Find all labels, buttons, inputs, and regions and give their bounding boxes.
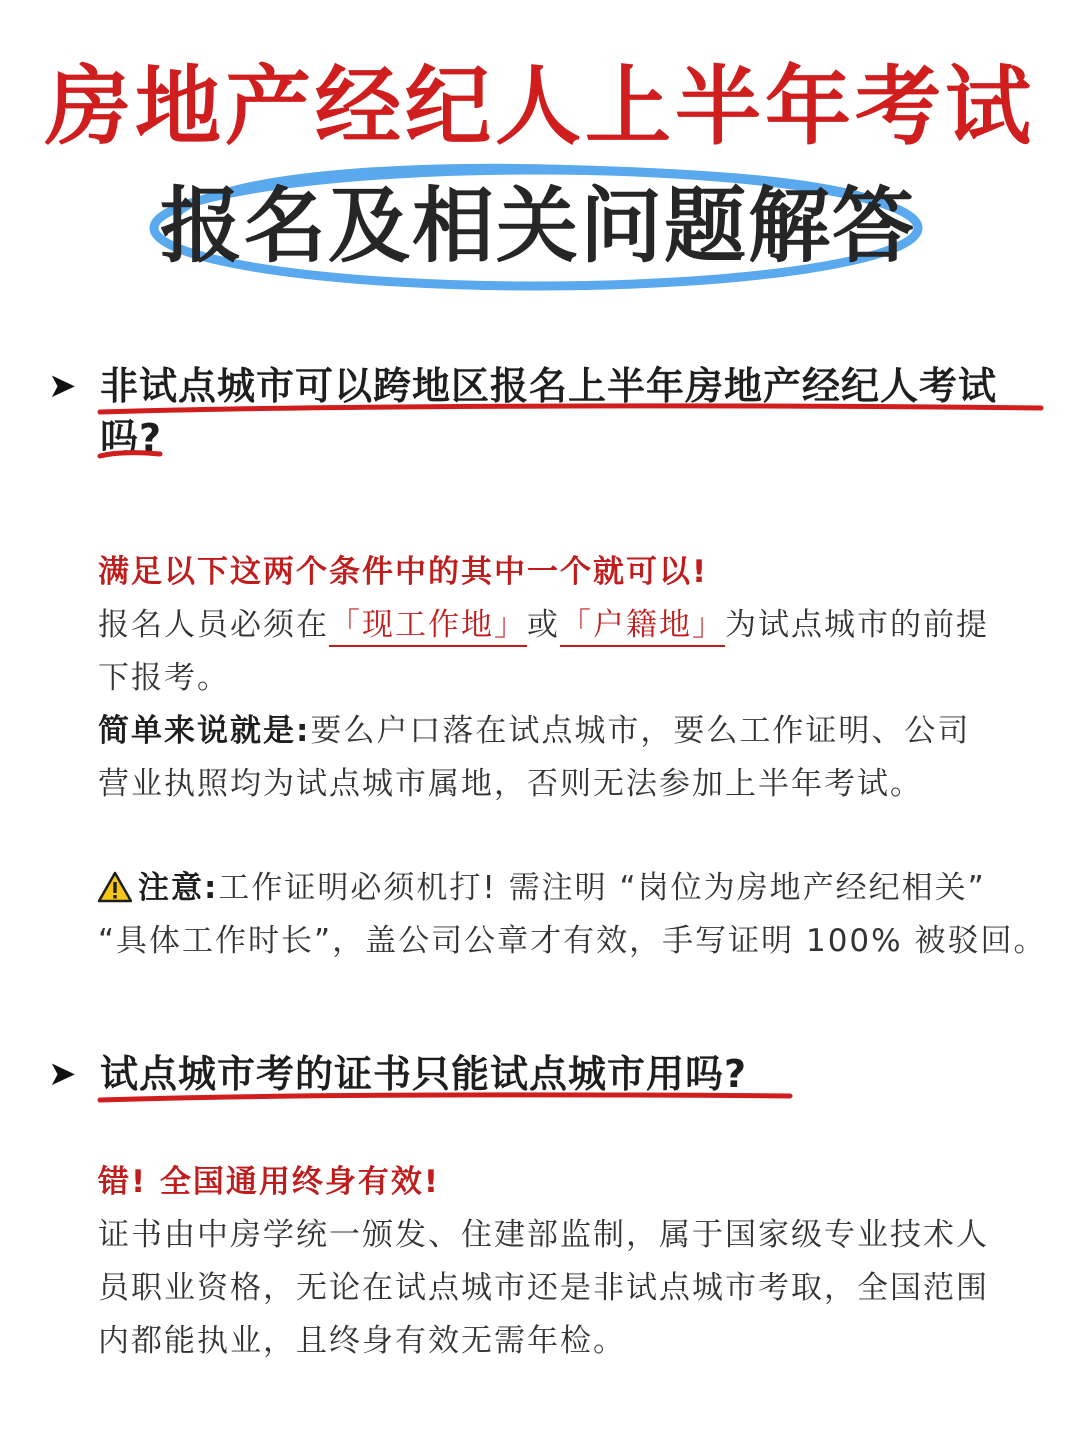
note-block <box>98 862 1047 968</box>
text: 为试点城市的前提 <box>725 607 989 643</box>
question-1-line-1: 非试点城市可以跨地区报名上半年房地产经纪人考试 <box>100 364 998 408</box>
note-label: 注意: <box>138 870 219 906</box>
subtitle-block <box>148 160 928 292</box>
answer-1-paragraph-line <box>98 599 1018 652</box>
red-underline <box>96 400 1046 420</box>
summary-label: 简单来说就是: <box>98 713 311 749</box>
answer-1 <box>98 546 1018 811</box>
question-2-text: 试点城市考的证书只能试点城市用吗? <box>100 1052 748 1096</box>
question-1-line-2: 吗? <box>100 416 163 460</box>
answer-1-heading: 满足以下这两个条件中的其中一个就可以! <box>98 554 709 590</box>
term-work-place: 「现工作地」 <box>329 607 527 647</box>
red-underline <box>96 444 166 464</box>
arrow-right-icon: ➤ <box>48 366 77 406</box>
question-2 <box>48 1048 1038 1108</box>
answer-1-summary-line: 营业执照均为试点城市属地，否则无法参加上半年考试。 <box>98 766 923 802</box>
answer-1-paragraph-line: 下报考。 <box>98 660 230 696</box>
answer-2-paragraph-line: 证书由中房学统一颁发、住建部监制，属于国家级专业技术人 <box>98 1217 989 1253</box>
answer-2 <box>98 1156 1018 1368</box>
note-line <box>98 862 1018 915</box>
answer-2-paragraph-line: 员职业资格，无论在试点城市还是非试点城市考取，全国范围 <box>98 1270 989 1306</box>
answer-2-paragraph-line: 内都能执业，且终身有效无需年检。 <box>98 1323 626 1359</box>
text: 报名人员必须在 <box>98 607 329 643</box>
page-title: 房地产经纪人上半年考试 <box>45 57 1035 157</box>
note-line: “具体工作时长”，盖公司公章才有效，手写证明 100% 被驳回。 <box>98 923 1047 959</box>
red-underline <box>96 1088 796 1108</box>
answer-1-summary-line <box>98 705 1018 758</box>
arrow-right-icon: ➤ <box>48 1054 77 1094</box>
text: 要么户口落在试点城市，要么工作证明、公司 <box>310 713 971 749</box>
text: 或 <box>527 607 560 643</box>
term-household-place: 「户籍地」 <box>560 607 725 647</box>
page-subtitle: 报名及相关问题解答 <box>159 179 916 274</box>
text: 工作证明必须机打! 需注明 “岗位为房地产经纪相关” <box>218 870 986 906</box>
answer-2-heading: 错! 全国通用终身有效! <box>98 1164 441 1200</box>
warning-icon <box>98 871 132 903</box>
question-1 <box>48 360 1038 470</box>
